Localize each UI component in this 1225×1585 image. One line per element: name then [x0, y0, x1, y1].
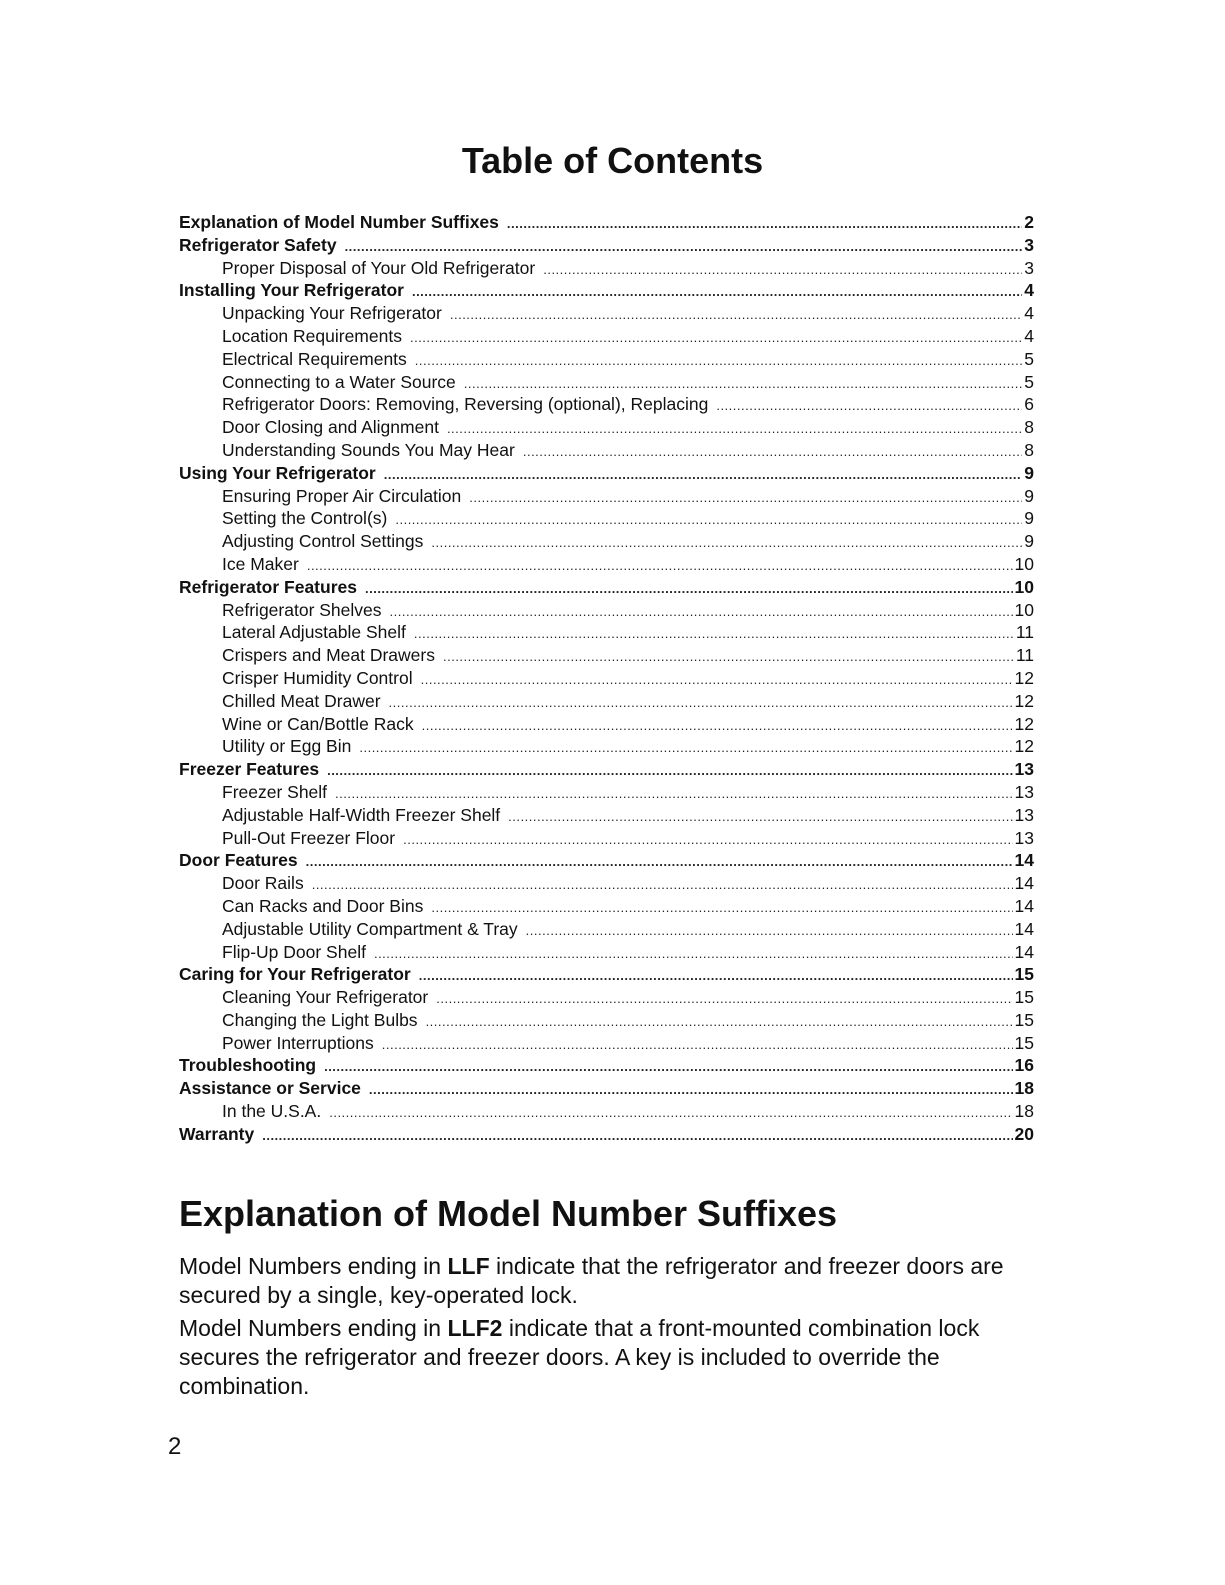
- toc-entry-page: 12: [1014, 667, 1034, 688]
- toc-entry-label: In the U.S.A.: [222, 1101, 322, 1122]
- toc-leader-dots: [335, 783, 1012, 806]
- toc-entry-page: 16: [1014, 1055, 1034, 1076]
- toc-entry-page: 8: [1024, 417, 1034, 438]
- toc-leader-dots: [412, 281, 1022, 304]
- paragraph-text: Model Numbers ending in: [179, 1253, 448, 1279]
- toc-list: [179, 211, 1034, 1146]
- toc-entry-label: Connecting to a Water Source: [222, 371, 456, 392]
- toc-leader-dots: [329, 1102, 1012, 1125]
- model-suffix: LLF: [447, 1253, 490, 1279]
- toc-entry-label: Location Requirements: [222, 325, 402, 346]
- toc-entry-label: Door Rails: [222, 873, 304, 894]
- toc-section-entry[interactable]: [179, 758, 1034, 781]
- toc-entry-page: 18: [1014, 1078, 1034, 1099]
- toc-subsection-entry[interactable]: [179, 1100, 1034, 1123]
- toc-leader-dots: [431, 897, 1012, 920]
- toc-entry-label: Door Features: [179, 850, 298, 871]
- toc-leader-dots: [262, 1125, 1012, 1148]
- toc-entry-label: Setting the Control(s): [222, 508, 388, 529]
- toc-entry-label: Ensuring Proper Air Circulation: [222, 485, 462, 506]
- toc-leader-dots: [324, 1056, 1012, 1079]
- toc-entry-label: Refrigerator Shelves: [222, 599, 382, 620]
- toc-entry-page: 4: [1024, 325, 1034, 346]
- toc-entry-label: Electrical Requirements: [222, 348, 407, 369]
- toc-leader-dots: [507, 213, 1022, 236]
- toc-entry-label: Adjustable Half-Width Freezer Shelf: [222, 804, 501, 825]
- section-heading: Explanation of Model Number Suffixes: [179, 1193, 838, 1234]
- paragraph-text: indicate that the refrigerator and freezer doors are secured by a single, key-operated lock.: [179, 1253, 1004, 1308]
- toc-leader-dots: [421, 669, 1013, 692]
- toc-entry-page: 4: [1024, 280, 1034, 301]
- toc-entry-page: 10: [1014, 576, 1034, 597]
- toc-entry-page: 10: [1014, 553, 1034, 574]
- toc-leader-dots: [419, 965, 1013, 988]
- toc-entry-page: 12: [1014, 713, 1034, 734]
- section-body: [179, 1252, 1049, 1405]
- toc-entry-label: Refrigerator Doors: Removing, Reversing (optional), Replacing: [222, 394, 709, 415]
- toc-subsection-entry[interactable]: [179, 530, 1034, 553]
- toc-section-entry[interactable]: [179, 462, 1034, 485]
- toc-subsection-entry[interactable]: [179, 735, 1034, 758]
- toc-entry-label: Adjusting Control Settings: [222, 531, 424, 552]
- toc-subsection-entry[interactable]: [179, 918, 1034, 941]
- toc-subsection-entry[interactable]: [179, 325, 1034, 348]
- toc-leader-dots: [389, 692, 1013, 715]
- toc-entry-label: Door Closing and Alignment: [222, 417, 439, 438]
- toc-leader-dots: [543, 259, 1022, 282]
- toc-subsection-entry[interactable]: [179, 393, 1034, 416]
- toc-entry-page: 3: [1024, 257, 1034, 278]
- toc-entry-page: 14: [1014, 873, 1034, 894]
- toc-leader-dots: [410, 327, 1022, 350]
- toc-subsection-entry[interactable]: [179, 439, 1034, 462]
- section-paragraph: [179, 1314, 1049, 1401]
- toc-leader-dots: [526, 920, 1013, 943]
- toc-subsection-entry[interactable]: [179, 302, 1034, 325]
- toc-entry-label: Understanding Sounds You May Hear: [222, 439, 515, 460]
- toc-leader-dots: [327, 760, 1012, 783]
- toc-leader-dots: [415, 350, 1022, 373]
- toc-entry-page: 14: [1014, 941, 1034, 962]
- toc-subsection-entry[interactable]: [179, 485, 1034, 508]
- toc-entry-label: Assistance or Service: [179, 1078, 361, 1099]
- toc-subsection-entry[interactable]: [179, 895, 1034, 918]
- toc-section-entry[interactable]: [179, 963, 1034, 986]
- toc-entry-page: 10: [1014, 599, 1034, 620]
- toc-leader-dots: [431, 532, 1022, 555]
- toc-entry-label: Warranty: [179, 1123, 255, 1144]
- toc-leader-dots: [403, 829, 1012, 852]
- toc-subsection-entry[interactable]: [179, 1032, 1034, 1055]
- toc-subsection-entry[interactable]: [179, 713, 1034, 736]
- toc-entry-page: 14: [1014, 918, 1034, 939]
- toc-subsection-entry[interactable]: [179, 621, 1034, 644]
- toc-section-entry[interactable]: [179, 1054, 1034, 1077]
- toc-entry-label: Power Interruptions: [222, 1032, 374, 1053]
- toc-entry-label: Wine or Can/Bottle Rack: [222, 713, 414, 734]
- toc-subsection-entry[interactable]: [179, 781, 1034, 804]
- toc-leader-dots: [307, 555, 1013, 578]
- toc-leader-dots: [359, 737, 1012, 760]
- toc-entry-label: Freezer Features: [179, 759, 320, 780]
- toc-leader-dots: [345, 236, 1022, 259]
- toc-title: Table of Contents: [461, 140, 764, 181]
- toc-entry-label: Freezer Shelf: [222, 781, 328, 802]
- model-suffix: LLF2: [447, 1315, 503, 1341]
- toc-entry-page: 3: [1024, 234, 1034, 255]
- toc-entry-label: Refrigerator Safety: [179, 234, 337, 255]
- toc-leader-dots: [716, 395, 1022, 418]
- toc-entry-page: 4: [1024, 303, 1034, 324]
- toc-leader-dots: [469, 487, 1022, 510]
- toc-subsection-entry[interactable]: [179, 371, 1034, 394]
- toc-leader-dots: [426, 1011, 1013, 1034]
- toc-section-entry[interactable]: [179, 279, 1034, 302]
- toc-entry-page: 20: [1014, 1123, 1034, 1144]
- toc-entry-page: 8: [1024, 439, 1034, 460]
- toc-entry-label: Lateral Adjustable Shelf: [222, 622, 406, 643]
- toc-subsection-entry[interactable]: [179, 348, 1034, 371]
- toc-entry-label: Caring for Your Refrigerator: [179, 964, 411, 985]
- toc-section-entry[interactable]: [179, 849, 1034, 872]
- toc-entry-page: 18: [1014, 1101, 1034, 1122]
- toc-entry-label: Crispers and Meat Drawers: [222, 645, 435, 666]
- toc-entry-label: Ice Maker: [222, 553, 299, 574]
- toc-subsection-entry[interactable]: [179, 872, 1034, 895]
- toc-entry-page: 9: [1024, 531, 1034, 552]
- toc-entry-label: Chilled Meat Drawer: [222, 690, 381, 711]
- toc-leader-dots: [443, 646, 1014, 669]
- toc-leader-dots: [436, 988, 1012, 1011]
- toc-entry-page: 12: [1014, 736, 1034, 757]
- toc-entry-page: 15: [1014, 964, 1034, 985]
- toc-leader-dots: [464, 373, 1022, 396]
- toc-entry-page: 9: [1024, 508, 1034, 529]
- toc-subsection-entry[interactable]: [179, 553, 1034, 576]
- toc-leader-dots: [447, 418, 1022, 441]
- toc-subsection-entry[interactable]: [179, 1009, 1034, 1032]
- toc-entry-label: Changing the Light Bulbs: [222, 1009, 418, 1030]
- toc-entry-page: 14: [1014, 895, 1034, 916]
- toc-entry-page: 13: [1014, 827, 1034, 848]
- toc-entry-page: 5: [1024, 371, 1034, 392]
- toc-section-entry[interactable]: [179, 211, 1034, 234]
- toc-subsection-entry[interactable]: [179, 416, 1034, 439]
- toc-entry-label: Using Your Refrigerator: [179, 462, 376, 483]
- toc-section-entry[interactable]: [179, 234, 1034, 257]
- toc-entry-page: 9: [1024, 485, 1034, 506]
- toc-entry-page: 15: [1014, 1032, 1034, 1053]
- toc-entry-label: Can Racks and Door Bins: [222, 895, 424, 916]
- toc-section-entry[interactable]: [179, 576, 1034, 599]
- toc-entry-label: Utility or Egg Bin: [222, 736, 352, 757]
- toc-leader-dots: [422, 715, 1013, 738]
- toc-leader-dots: [312, 874, 1013, 897]
- toc-subsection-entry[interactable]: [179, 599, 1034, 622]
- toc-entry-page: 15: [1014, 987, 1034, 1008]
- toc-entry-label: Unpacking Your Refrigerator: [222, 303, 442, 324]
- toc-leader-dots: [390, 601, 1013, 624]
- toc-section-entry[interactable]: [179, 1077, 1034, 1100]
- toc-entry-page: 11: [1015, 622, 1034, 643]
- toc-subsection-entry[interactable]: [179, 941, 1034, 964]
- toc-leader-dots: [382, 1034, 1013, 1057]
- toc-entry-page: 2: [1024, 212, 1034, 232]
- toc-entry-label: Installing Your Refrigerator: [179, 280, 404, 301]
- toc-subsection-entry[interactable]: [179, 690, 1034, 713]
- toc-subsection-entry[interactable]: [179, 986, 1034, 1009]
- toc-subsection-entry[interactable]: [179, 667, 1034, 690]
- toc-subsection-entry[interactable]: [179, 644, 1034, 667]
- toc-entry-label: Refrigerator Features: [179, 576, 357, 597]
- toc-entry-page: 11: [1015, 645, 1034, 666]
- paragraph-text: Model Numbers ending in: [179, 1315, 448, 1341]
- toc-subsection-entry[interactable]: [179, 507, 1034, 530]
- toc-leader-dots: [365, 578, 1013, 601]
- toc-entry-page: 12: [1014, 690, 1034, 711]
- toc-leader-dots: [369, 1079, 1013, 1102]
- toc-subsection-entry[interactable]: [179, 827, 1034, 850]
- toc-entry-label: Pull-Out Freezer Floor: [222, 827, 396, 848]
- toc-entry-page: 9: [1024, 462, 1034, 483]
- toc-entry-page: 6: [1024, 394, 1034, 415]
- section-paragraph: [179, 1252, 1049, 1310]
- page-number: 2: [168, 1433, 182, 1460]
- toc-leader-dots: [395, 509, 1022, 532]
- toc-entry-label: Explanation of Model Number Suffixes: [179, 212, 499, 232]
- toc-leader-dots: [523, 441, 1022, 464]
- toc-leader-dots: [450, 304, 1022, 327]
- toc-entry-label: Flip-Up Door Shelf: [222, 941, 366, 962]
- toc-entry-label: Adjustable Utility Compartment & Tray: [222, 918, 518, 939]
- toc-entry-page: 5: [1024, 348, 1034, 369]
- toc-entry-page: 13: [1014, 804, 1034, 825]
- toc-entry-label: Troubleshooting: [179, 1055, 317, 1076]
- toc-entry-label: Crisper Humidity Control: [222, 667, 413, 688]
- toc-leader-dots: [374, 943, 1013, 966]
- toc-entry-page: 13: [1014, 759, 1034, 780]
- toc-entry-page: 14: [1014, 850, 1034, 871]
- toc-entry-label: Proper Disposal of Your Old Refrigerator: [222, 257, 536, 278]
- toc-subsection-entry[interactable]: [179, 804, 1034, 827]
- toc-section-entry[interactable]: [179, 1123, 1034, 1146]
- toc-leader-dots: [414, 623, 1014, 646]
- toc-subsection-entry[interactable]: [179, 257, 1034, 280]
- toc-entry-label: Cleaning Your Refrigerator: [222, 987, 429, 1008]
- toc-entry-page: 13: [1014, 781, 1034, 802]
- toc-leader-dots: [306, 851, 1013, 874]
- toc-leader-dots: [384, 464, 1022, 487]
- toc-entry-page: 15: [1014, 1009, 1034, 1030]
- paragraph-text: indicate that a front-mounted combination lock secures the refrigerator and freezer doors. A key is included to override the combination.: [179, 1315, 980, 1399]
- toc-leader-dots: [508, 806, 1012, 829]
